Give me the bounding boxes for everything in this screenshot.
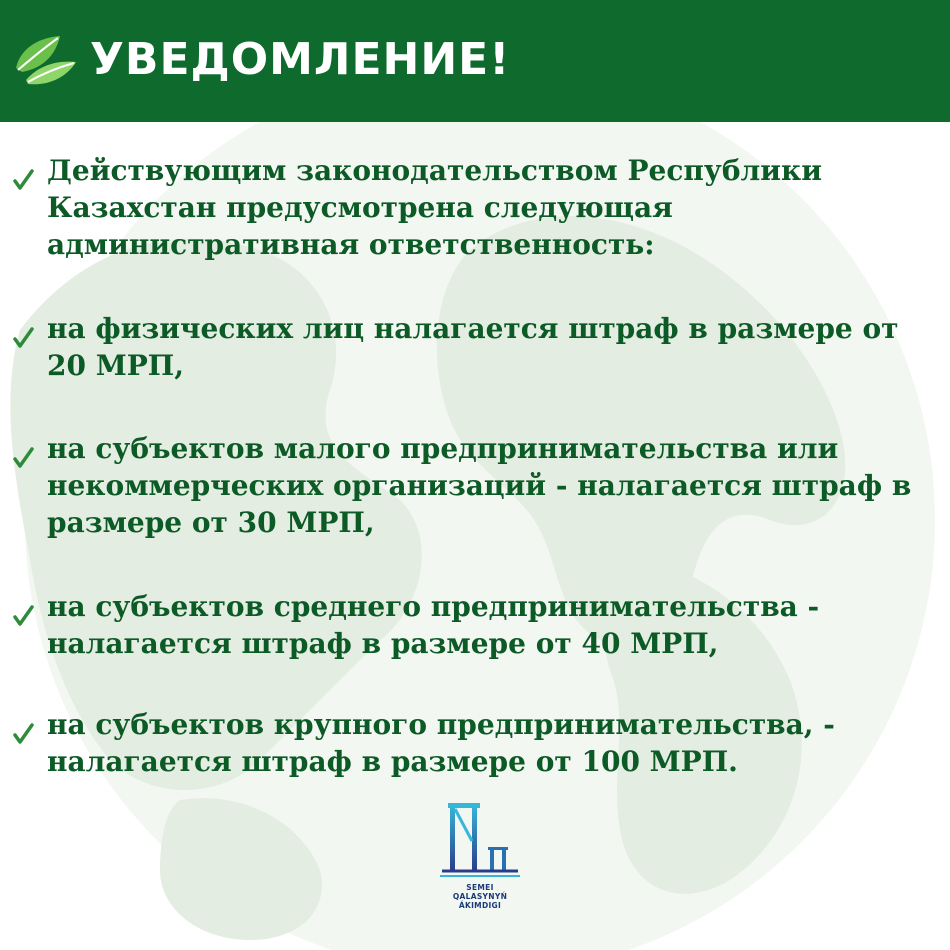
checkmark-icon	[10, 602, 38, 630]
akimat-logo	[435, 797, 525, 917]
logo-text-line3: ÁKIMDIGI	[458, 901, 502, 910]
logo-text-line1: SEMEI	[466, 883, 494, 892]
page-title: УВЕДОМЛЕНИЕ!	[90, 34, 511, 85]
bridge-logo-icon	[440, 797, 520, 879]
list-item-text: Действующим законодательством Республики Казахстан предусмотрена следующая административная ответственность:	[47, 154, 823, 261]
checkmark-icon	[10, 720, 38, 748]
checkmark-icon	[10, 324, 38, 352]
logo-text-line2: QALASYNYŃ	[452, 892, 508, 901]
checkmark-icon	[10, 444, 38, 472]
checkmark-icon	[10, 166, 38, 194]
list-item-text: на субъектов малого предпринимательства или некоммерческих организаций - налагается штраф в размере от 30 МРП,	[47, 432, 912, 539]
list-item-text: на субъектов крупного предпринимательства, - налагается штраф в размере от 100 МРП.	[47, 708, 835, 778]
list-item-text: на субъектов среднего предпринимательства - налагается штраф в размере от 40 МРП,	[47, 590, 820, 660]
list-item-text: на физических лиц налагается штраф в размере от 20 МРП,	[47, 312, 899, 382]
